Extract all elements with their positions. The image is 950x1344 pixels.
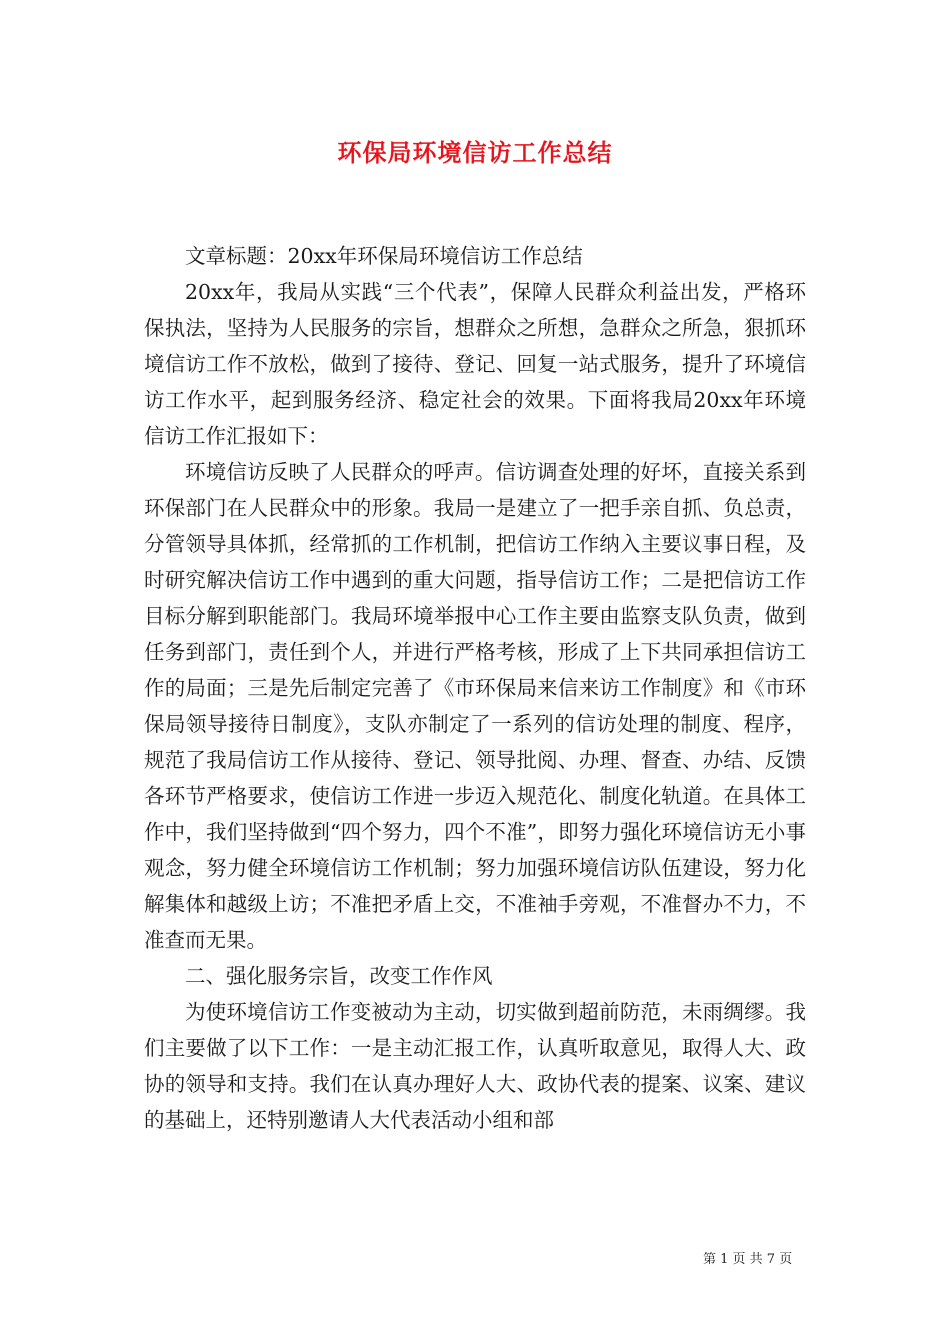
document-title: 环保局环境信访工作总结 <box>337 139 613 167</box>
section-two-paragraph: 为使环境信访工作变被动为主动，切实做到超前防范，未雨绸缪。我们主要做了以下工作：一是主动汇报工作，认真听取意见，取得人大、政协的领导和支持。我们在认真办理好人大、政协代表的提案、议案、建议的基础上，还特别邀请人大代表活动小组和部 <box>144 1000 806 1132</box>
section-two-heading: 二、强化服务宗旨，改变工作作风 <box>185 964 493 988</box>
intro-paragraph: 20xx年，我局从实践“三个代表”，保障人民群众利益出发，严格环保执法，坚持为人民服务的宗旨，想群众之所想，急群众之所急，狠抓环境信访工作不放松，做到了接待、登记、回复一站式服务，提升了环境信访工作水平，起到服务经济、稳定社会的效果。下面将我局20xx年环境信访工作汇报如下： <box>144 280 806 448</box>
article-heading-line: 文章标题：20xx年环保局环境信访工作总结 <box>185 244 583 268</box>
section-one-paragraph: 环境信访反映了人民群众的呼声。信访调查处理的好坏，直接关系到环保部门在人民群众中的形象。我局一是建立了一把手亲自抓、负总责，分管领导具体抓，经常抓的工作机制，把信访工作纳入主要议事日程，及时研究解决信访工作中遇到的重大问题，指导信访工作；二是把信访工作目标分解到职能部门。我局环境举报中心工作主要由监察支队负责，做到任务到部门，责任到个人，并进行严格考核，形成了上下共同承担信访工作的局面；三是先后制定完善了《市环保局来信来访工作制度》和《市环保局领导接待日制度》，支队亦制定了一系列的信访处理的制度、程序，规范了我局信访工作从接待、登记、领导批阅、办理、督查、办结、反馈各环节严格要求，使信访工作进一步迈入规范化、制度化轨道。在具体工作中，我们坚持做到“四个努力，四个不准”，即努力强化环境信访无小事观念，努力健全环境信访工作机制；努力加强环境信访队伍建设，努力化解集体和越级上访；不准把矛盾上交，不准袖手旁观，不准督办不力，不准查而无果。 <box>144 460 806 952</box>
document-body <box>144 238 806 1138</box>
page-number-footer: 第 1 页 共 7 页 <box>703 1252 793 1267</box>
